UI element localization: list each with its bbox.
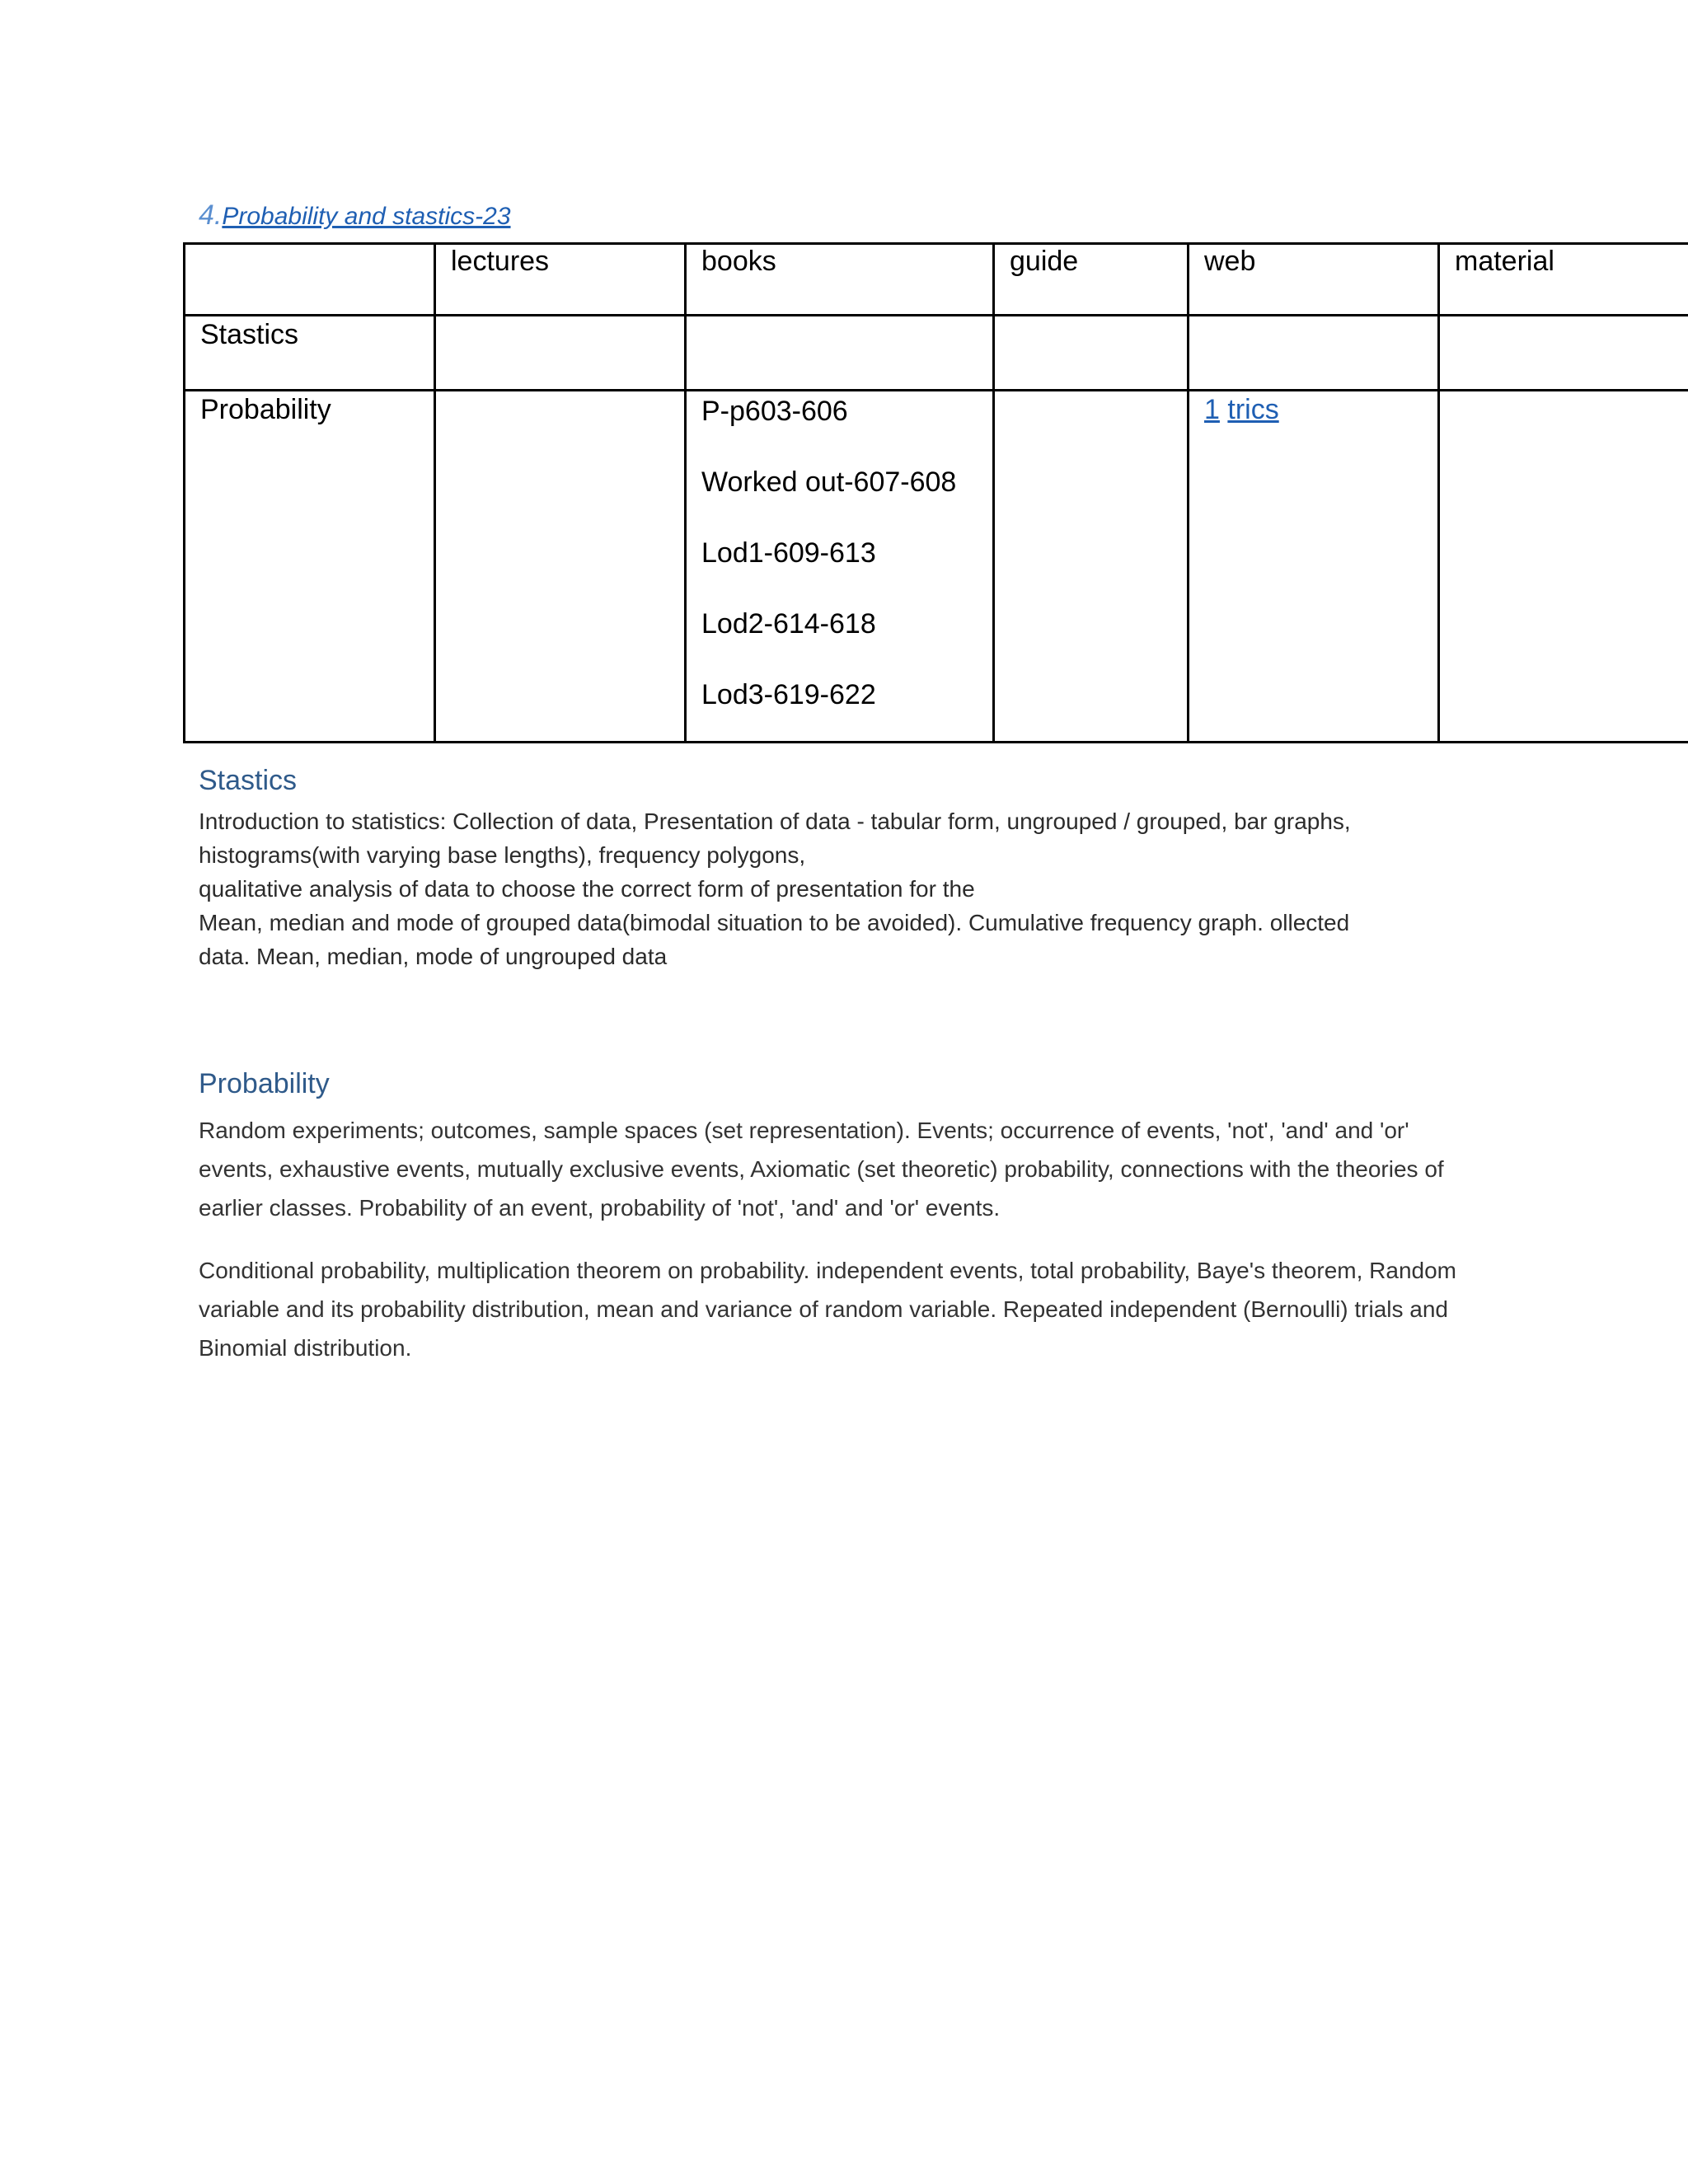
header-cell-books: books	[686, 244, 994, 316]
probability-section-title: Probability	[199, 1068, 330, 1099]
header-cell-lectures: lectures	[435, 244, 686, 316]
table-row-probability	[185, 391, 1688, 743]
stastics-lectures-cell	[435, 316, 686, 391]
stastics-line: histograms(with varying base lengths), frequency polygons,	[199, 842, 806, 868]
table-header-row	[185, 244, 1688, 316]
document-heading	[199, 199, 511, 232]
header-cell-material: material	[1439, 244, 1688, 316]
stastics-description	[199, 804, 1484, 973]
book-reference: Worked out-607-608	[701, 466, 957, 498]
probability-web-cell	[1189, 391, 1439, 743]
book-reference: Lod3-619-622	[701, 679, 876, 710]
probability-books-cell	[686, 391, 994, 743]
stastics-material-cell	[1439, 316, 1688, 391]
probability-material-cell	[1439, 391, 1688, 743]
heading-number: 4.	[199, 199, 223, 231]
stastics-line: data. Mean, median, mode of ungrouped data	[199, 944, 668, 969]
stastics-web-cell	[1189, 316, 1439, 391]
book-reference: Lod2-614-618	[701, 608, 876, 640]
heading-link[interactable]: Probability and stastics-23	[222, 203, 511, 230]
web-link-number[interactable]: 1	[1204, 394, 1220, 425]
probability-guide-cell	[994, 391, 1189, 743]
header-cell-empty	[185, 244, 435, 316]
table-row-stastics	[185, 316, 1688, 391]
probability-paragraph-1: Random experiments; outcomes, sample spaces (set representation). Events; occurrence of events, 'not', 'and' and 'or' events, exhaustive events, mutually exclusive events, Axiomatic (set theoretic) probability, connections with the theories of earlier classes. Probability of an event, probability of 'not', 'and' and 'or' events.	[199, 1118, 1444, 1221]
probability-paragraph-2: Conditional probability, multiplication theorem on probability. independent events, total probability, Baye's theorem, Random variable and its probability distribution, mean and variance of random variable. Repeated independent (Bernoulli) trials and Binomial distribution.	[199, 1258, 1456, 1361]
stastics-guide-cell	[994, 316, 1189, 391]
book-reference: P-p603-606	[701, 396, 848, 427]
header-cell-guide: guide	[994, 244, 1189, 316]
web-link-trics[interactable]: trics	[1227, 394, 1279, 425]
book-reference: Lod1-609-613	[701, 537, 876, 569]
stastics-section-title: Stastics	[199, 765, 298, 796]
stastics-line: qualitative analysis of data to choose the correct form of presentation for the	[199, 876, 975, 902]
stastics-line: Mean, median and mode of grouped data(bimodal situation to be avoided). Cumulative frequency graph. ollected	[199, 910, 1350, 935]
stastics-books-cell	[686, 316, 994, 391]
resource-table	[183, 242, 1688, 743]
row-label-probability: Probability	[185, 391, 435, 743]
row-label-stastics: Stastics	[185, 316, 435, 391]
probability-lectures-cell	[435, 391, 686, 743]
header-cell-web: web	[1189, 244, 1439, 316]
stastics-line: Introduction to statistics: Collection of data, Presentation of data - tabular form, ungrouped / grouped, bar graphs,	[199, 808, 1351, 834]
